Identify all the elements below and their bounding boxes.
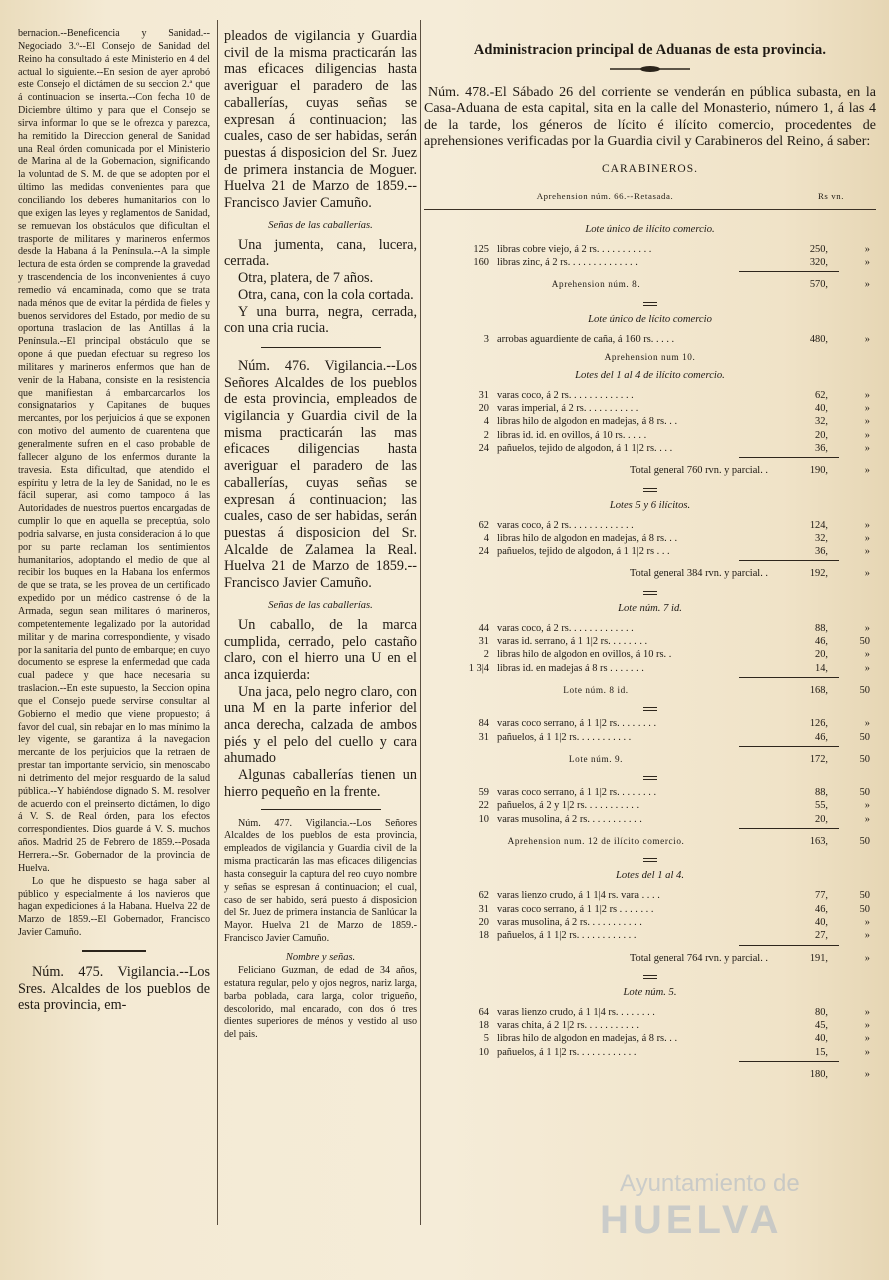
row-value: 124, bbox=[809, 519, 828, 531]
subtotal-value: 180, bbox=[809, 1069, 828, 1081]
row-quantity: 2 bbox=[483, 649, 489, 661]
row-cents: 50 bbox=[859, 731, 870, 743]
row-quantity: 62 bbox=[478, 519, 489, 531]
table-row bbox=[424, 622, 876, 635]
subtotal-row bbox=[424, 1068, 876, 1081]
row-description: varas coco serrano, á 1 1|2 rs. . . . . . . . bbox=[497, 718, 657, 730]
subtotal-rule bbox=[739, 828, 839, 829]
row-cents: » bbox=[864, 1033, 870, 1045]
nombre-senas-heading: Nombre y señas. bbox=[285, 951, 356, 963]
row-description: libras hilo de algodon en madejas, á 8 rs. . . bbox=[497, 416, 678, 428]
row-quantity: 4 bbox=[483, 416, 489, 428]
double-rule bbox=[643, 302, 657, 306]
row-cents: » bbox=[864, 930, 870, 942]
senas-item: Un caballo, de la marca cumplida, cerrado, pelo castaño claro, con el hierro una U en el anca izquierda: bbox=[224, 616, 417, 683]
subtotal-value: 191, bbox=[809, 952, 828, 964]
row-value: 62, bbox=[815, 389, 828, 401]
row-quantity: 64 bbox=[478, 1006, 489, 1018]
row-cents: » bbox=[864, 718, 870, 730]
row-value: 46, bbox=[815, 903, 828, 915]
column-middle bbox=[224, 28, 417, 1042]
row-description: varas coco, á 2 rs. . . . . . . . . . . . . bbox=[497, 519, 634, 531]
row-description: libras id. id. en ovillos, á 10 rs. . . . . bbox=[497, 429, 647, 441]
subtotal-value: 192, bbox=[809, 568, 828, 580]
table-row bbox=[424, 799, 876, 812]
row-description: pañuelos, tejido de algodon, á 1 1|2 rs. . . . bbox=[497, 443, 673, 454]
row-value: 45, bbox=[815, 1020, 828, 1032]
row-description: varas lienzo crudo, á 1 1|4 rs. vara . . . . bbox=[497, 890, 660, 902]
senas-item: Otra, platera, de 7 años. bbox=[238, 270, 374, 287]
row-cents: » bbox=[864, 916, 870, 928]
subtotal-value: 163, bbox=[809, 836, 828, 848]
row-description: varas musolina, á 2 rs. . . . . . . . . . . bbox=[497, 813, 642, 825]
row-value: 77, bbox=[815, 890, 828, 902]
subtotal-label: Aprehension num. 12 de ilícito comercio. bbox=[507, 836, 685, 847]
subtotal-row bbox=[424, 464, 876, 477]
subasta-notice-478: Núm. 478.-El Sábado 26 del corriente se venderán en pública subasta, en la Casa-Aduana de esta capital, sita en la calle del Monasterio, número 1, á las 4 de la tarde, los géneros de lícito é ilícito comercio, procedentes de aprehensiones verificadas por la Guardia civil y Carabineros del Reino, á saber: bbox=[424, 85, 876, 150]
row-quantity: 10 bbox=[478, 813, 489, 825]
senas-item: Una jaca, pelo negro claro, con una M en la parte inferior del anca derecha, calzada de ambos piés y el pelo del cuello y cara ahumado bbox=[224, 683, 417, 767]
senas-caballerias-heading: Señas de las caballerías. bbox=[268, 219, 373, 231]
row-cents: 50 bbox=[859, 636, 870, 648]
table-row bbox=[424, 1032, 876, 1045]
table-row bbox=[424, 333, 876, 346]
row-cents: » bbox=[864, 389, 870, 401]
table-row bbox=[424, 662, 876, 675]
subtotal-row bbox=[424, 835, 876, 848]
row-cents: » bbox=[864, 800, 870, 812]
row-quantity: 18 bbox=[478, 1020, 489, 1032]
subtotal-label: Lote núm. 8 id. bbox=[563, 684, 629, 695]
watermark-line1: Ayuntamiento de bbox=[620, 1170, 800, 1197]
row-value: 15, bbox=[815, 1046, 828, 1058]
lot-heading: Lotes 5 y 6 ilícitos. bbox=[609, 499, 691, 511]
subtotal-rule bbox=[739, 560, 839, 561]
notice-475-continuation: pleados de vigilancia y Guardia civil de la misma practicarán las mas eficaces diligencias hasta averiguar el paradero de las caballerías, cuyas señas se expresan á continuacion; las cuales, caso de ser habidas, serán puestas á disposicion del Sr. Juez de primera instancia de Moguer. Huelva 21 de Marzo de 1859.--Francisco Javier Camuño. bbox=[224, 28, 417, 212]
row-cents: » bbox=[864, 1046, 870, 1058]
subtotal-value: 168, bbox=[809, 684, 828, 696]
row-description: pañuelos, á 2 y 1|2 rs. . . . . . . . . . . bbox=[497, 800, 640, 812]
row-description: pañuelos, á 1 1|2 rs. . . . . . . . . . . . bbox=[497, 930, 637, 942]
aduanas-heading: Administracion principal de Aduanas de esta provincia. bbox=[473, 42, 827, 58]
subtotal-rule bbox=[739, 677, 839, 678]
table-row bbox=[424, 786, 876, 799]
senas-caballerias-heading-2: Señas de las caballerías. bbox=[268, 599, 373, 611]
double-rule bbox=[643, 591, 657, 595]
row-description: libras zinc, á 2 rs. . . . . . . . . . . . . . bbox=[497, 256, 638, 268]
row-cents: » bbox=[864, 1020, 870, 1032]
subtotal-rule bbox=[739, 271, 839, 272]
sales-table bbox=[424, 224, 876, 1082]
subtotal-rule bbox=[739, 746, 839, 747]
double-rule bbox=[643, 707, 657, 711]
table-row bbox=[424, 545, 876, 558]
row-value: 88, bbox=[815, 622, 828, 634]
row-quantity: 31 bbox=[478, 636, 489, 648]
row-quantity: 4 bbox=[483, 532, 489, 544]
subtotal-value: 172, bbox=[809, 753, 828, 765]
row-description: pañuelos, á 1 1|2 rs. . . . . . . . . . . . bbox=[497, 1046, 637, 1058]
row-cents: » bbox=[864, 243, 870, 255]
notice-475-start: Núm. 475. Vigilancia.--Los Sres. Alcaldes de los pueblos de esta provincia, em- bbox=[18, 963, 210, 1014]
row-value: 46, bbox=[815, 731, 828, 743]
row-quantity: 62 bbox=[478, 890, 489, 902]
table-row bbox=[424, 813, 876, 826]
header-reales-vellon: Rs vn. bbox=[817, 190, 845, 201]
row-cents: » bbox=[864, 532, 870, 544]
nombre-senas-text: Feliciano Guzman, de edad de 34 años, estatura regular, pelo y ojos negros, nariz larga, barba poblada, cara larga, color trigueño, descolorido, mal encarado, con dos ó tres dientes superiores de ménos y vestido al uso del pais. bbox=[224, 964, 417, 1041]
separator-rule bbox=[261, 809, 381, 810]
row-value: 20, bbox=[815, 429, 828, 441]
row-value: 32, bbox=[815, 532, 828, 544]
row-value: 36, bbox=[815, 443, 828, 454]
row-value: 55, bbox=[815, 800, 828, 812]
ornament-rule-icon bbox=[610, 65, 690, 73]
row-description: varas chita, á 2 1|2 rs. . . . . . . . . . . bbox=[497, 1020, 640, 1032]
row-quantity: 24 bbox=[478, 443, 489, 454]
table-row bbox=[424, 442, 876, 455]
subtotal-value: 190, bbox=[809, 465, 828, 477]
row-quantity: 125 bbox=[473, 243, 489, 255]
table-row bbox=[424, 402, 876, 415]
row-description: varas coco, á 2 rs. . . . . . . . . . . . . bbox=[497, 622, 634, 634]
table-row bbox=[424, 731, 876, 744]
table-row bbox=[424, 889, 876, 902]
row-cents: » bbox=[864, 429, 870, 441]
row-cents: » bbox=[864, 333, 870, 345]
row-quantity: 18 bbox=[478, 930, 489, 942]
subtotal-cents: » bbox=[864, 568, 870, 580]
table-row bbox=[424, 532, 876, 545]
table-row bbox=[424, 1019, 876, 1032]
row-description: varas imperial, á 2 rs. . . . . . . . . . . bbox=[497, 403, 639, 415]
senas-item: Otra, cana, con la cola cortada. bbox=[238, 286, 414, 303]
row-value: 126, bbox=[809, 718, 828, 730]
row-quantity: 1 3|4 bbox=[468, 662, 489, 674]
row-description: libras hilo de algodon en madejas, á 8 rs. . . bbox=[497, 532, 678, 544]
table-row bbox=[424, 256, 876, 269]
governor-notice-text: Lo que he dispuesto se haga saber al público y especialmente á los navieros que hagan expediciones á la Habana. Huelva 22 de Marzo de 1859.--El Gobernador, Francisco Javier Camuño. bbox=[18, 875, 210, 939]
row-quantity: 160 bbox=[473, 256, 489, 268]
table-row bbox=[424, 903, 876, 916]
table-row bbox=[424, 243, 876, 256]
row-value: 480, bbox=[809, 333, 828, 345]
column-left bbox=[18, 28, 210, 1014]
table-row bbox=[424, 519, 876, 532]
subtotal-label: Total general 760 rvn. y parcial. . bbox=[629, 465, 768, 477]
senas-475-list bbox=[224, 237, 417, 337]
row-value: 40, bbox=[815, 403, 828, 415]
row-description: varas musolina, á 2 rs. . . . . . . . . . . bbox=[497, 916, 642, 928]
table-row bbox=[424, 648, 876, 661]
subtotal-row bbox=[424, 952, 876, 965]
row-description: arrobas aguardiente de caña, á 160 rs. . . . . bbox=[497, 333, 675, 345]
row-cents: » bbox=[864, 256, 870, 268]
row-value: 40, bbox=[815, 1033, 828, 1045]
watermark-line2: HUELVA bbox=[600, 1198, 783, 1242]
subtotal-row bbox=[424, 753, 876, 766]
row-value: 14, bbox=[815, 662, 828, 674]
table-row bbox=[424, 1006, 876, 1019]
subtotal-rule bbox=[739, 945, 839, 946]
row-description: varas coco, á 2 rs. . . . . . . . . . . . . bbox=[497, 389, 634, 401]
row-quantity: 44 bbox=[478, 622, 489, 634]
notice-476-text: Núm. 476. Vigilancia.--Los Señores Alcaldes de los pueblos de esta provincia, empleados de vigilancia y Guardia civil de la misma practicarán las mas eficaces diligencias hasta averiguar el paradero de las caballerías, cuyas señas se expresan á continuacion; las cuales, caso de ser habidas, serán puestas á disposicion del Sr. Alcalde de Zalamea la Real. Huelva 21 de Marzo de 1859.--Francisco Javier Camuño. bbox=[224, 357, 417, 592]
row-value: 27, bbox=[815, 930, 828, 942]
row-quantity: 2 bbox=[483, 429, 489, 441]
row-quantity: 5 bbox=[483, 1033, 489, 1045]
notice-477-text: Núm. 477. Vigilancia.--Los Señores Alcaldes de los pueblos de esta provincia, empleados de vigilancia y Guardia civil de la misma practicarán las mas eficaces diligencias hasta conseguir la captura del reo cuyo nombre y señas se espresan á continuacion; el cual, caso de ser habido, será puesto á disposicion del Sr. Juez de primera instancia de Sanlúcar la Mayor. Huelva 21 de Marzo de 1859.-Francisco Javier Camuño. bbox=[224, 817, 417, 945]
subtotal-label bbox=[424, 1068, 780, 1081]
row-quantity: 84 bbox=[478, 718, 489, 730]
row-cents: 50 bbox=[859, 890, 870, 902]
subtotal-cents: » bbox=[864, 279, 870, 291]
row-value: 36, bbox=[815, 546, 828, 558]
lot-heading: Lotes del 1 al 4 de ilícito comercio. bbox=[575, 369, 725, 381]
row-description: libras id. en madejas á 8 rs . . . . . . . bbox=[497, 662, 644, 674]
row-description: varas id. serrano, á 1 1|2 rs. . . . . . . . bbox=[497, 636, 648, 648]
row-cents: » bbox=[864, 662, 870, 674]
column-right bbox=[424, 28, 876, 1091]
subtotal-rule bbox=[739, 457, 839, 458]
row-value: 250, bbox=[809, 243, 828, 255]
double-rule bbox=[643, 975, 657, 979]
subtotal-cents: » bbox=[864, 952, 870, 964]
row-description: libras cobre viejo, á 2 rs. . . . . . . . . . . bbox=[497, 243, 652, 255]
table-row bbox=[424, 389, 876, 402]
lot-heading: Lote único de lícito comercio bbox=[588, 313, 712, 325]
row-quantity: 24 bbox=[478, 546, 489, 558]
row-quantity: 3 bbox=[483, 333, 489, 345]
column-divider-right bbox=[420, 20, 421, 1225]
subtotal-label: Total general 764 rvn. y parcial. . bbox=[629, 952, 768, 964]
double-rule bbox=[643, 776, 657, 780]
double-rule bbox=[643, 858, 657, 862]
row-quantity: 59 bbox=[478, 787, 489, 799]
row-cents: » bbox=[864, 622, 870, 634]
row-cents: 50 bbox=[859, 787, 870, 799]
row-cents: » bbox=[864, 443, 870, 454]
row-cents: » bbox=[864, 813, 870, 825]
row-cents: » bbox=[864, 1006, 870, 1018]
row-quantity: 22 bbox=[478, 800, 489, 812]
row-quantity: 20 bbox=[478, 916, 489, 928]
row-description: pañuelos, tejido de algodon, á 1 1|2 rs . . . bbox=[497, 546, 670, 558]
row-value: 20, bbox=[815, 649, 828, 661]
row-value: 40, bbox=[815, 916, 828, 928]
table-row bbox=[424, 929, 876, 942]
senas-item: Y una burra, negra, cerrada, con una cria rucia. bbox=[224, 303, 417, 337]
aprehension-heading: Aprehension num 10. bbox=[604, 351, 696, 362]
table-row bbox=[424, 415, 876, 428]
row-cents: » bbox=[864, 519, 870, 531]
row-value: 88, bbox=[815, 787, 828, 799]
row-cents: » bbox=[864, 403, 870, 415]
table-header bbox=[424, 191, 876, 201]
row-cents: » bbox=[864, 416, 870, 428]
table-row bbox=[424, 916, 876, 929]
watermark-ayuntamiento-huelva bbox=[520, 1170, 800, 1243]
row-value: 46, bbox=[815, 636, 828, 648]
subtotal-label: Lote núm. 9. bbox=[568, 753, 624, 764]
row-description: varas coco serrano, á 1 1|2 rs. . . . . . . . bbox=[497, 787, 657, 799]
subtotal-value: 570, bbox=[809, 279, 828, 291]
row-description: libras hilo de algodon en madejas, á 8 rs. . . bbox=[497, 1033, 678, 1045]
row-quantity: 31 bbox=[478, 731, 489, 743]
separator-rule bbox=[82, 950, 146, 952]
subtotal-cents: » bbox=[864, 1069, 870, 1081]
subtotal-row bbox=[424, 278, 876, 291]
row-value: 20, bbox=[815, 813, 828, 825]
lot-heading: Lote núm. 5. bbox=[623, 986, 677, 998]
row-description: varas lienzo crudo, á 1 1|4 rs. . . . . . . . bbox=[497, 1006, 655, 1018]
row-description: pañuelos, á 1 1|2 rs. . . . . . . . . . . bbox=[497, 731, 632, 743]
separator-rule bbox=[261, 347, 381, 348]
subtotal-cents: 50 bbox=[859, 684, 870, 696]
sanidad-order-text: bernacion.--Beneficencia y Sanidad.--Negociado 3.º--El Consejo de Sanidad del Reino ha consultado á este Ministerio en 4 del actual lo siguiente.--En sesion de ayer aprobó este Consejo el dictámen de su seccion 2.ª que á continuacion se inserta.--Con fecha 10 de Diciembre último y para que el Consejo se sirva informar lo que se le ofrezca y parezca, ha remitido la Direccion general de Sanidad una Real órden comunicada por el Ministerio de Marina al de la Gobernacion, significando la voluntad de S. M. de que se adopten por el último las medidas convenientes para que conciliando los deberes humanitarios con lo que exigen las leyes y reglamentos de Sanidad, se remuevan los obstáculos que dificultan el trasporte de militares y marineros enfermos desde la Habana á la Península.--A la simple lectura de esta órden se comprende la gravedad y trascendencia de los inconvenientes á cuyo remedio vá encaminada, como que se trata nada ménos que de evitar la pérdida de fieles y buenos servidores del Estado, por medio de su oportuna traslacion de las Antillas á la Península.--El principal obstáculo que se opone á que puedan efectuar su regreso los militares y marineros enfermos que han de venir de la Habana, consiste en la resistencia que manifiestan á embarcarcarlos los consignatarios y Capitanes de buques mercantes, por los perjuicios á que se exponen con motivo del aumento de cuarentena que generalmente sufren en el caso probable de fallecer alguno de los enfermos durante la travesia. Esta dificultad, que atendido el espíritu y letra de la ley de Sanidad, no le es fácil superar, asi como tampoco á las Autoridades de nuestros puertos encargadas de cumplir lo que en aquella se preceptúa, solo podria salvarse, en justa consideracion á lo que por su parte reclaman los sentimientos humanitarios, adoptando el medio de que al recibir los buques en la Habana los enfermos de que se trata, se les provea de un certificado expedido por un médico castrense ó de la Armada, segun sean militares ó marineros, competentemente legalizado por la autoridad militar y de marina correspondiente, y visado por la sanitaria del punto de embarque; en cuyo documento se esprese la enfermedad que cada cual padece y que hace necesaria su traslacion.--En este supuesto, la Seccion opina que el Consejo puede servirse consultar al Gobierno el medio que viene propuesto; á favor del cual, sin rebajar en lo mas mínimo la ley vigente, se garantiza á la navegacion mercante de los perjuicios que la retraen de prestar tan importante servicio, sin menoscabo ni detrimento del mejor resguardo de la salud pública.--Y habiéndose dignado S. M. resolver de acuerdo con el preinserto dictámen, lo digo á V. S. de Real órden, para los efectos correspondientes. Dios guarde á V. S. muchos años. Madrid 25 de Febrero de 1859.--Posada Herrera.--Sr. Gobernador de la provincia de Huelva. bbox=[18, 28, 210, 874]
row-value: 32, bbox=[815, 416, 828, 428]
subtotal-label: Total general 384 rvn. y parcial. . bbox=[629, 568, 768, 580]
senas-item: Algunas caballerías tienen un hierro pequeño en la frente. bbox=[224, 767, 417, 800]
row-quantity: 31 bbox=[478, 389, 489, 401]
subtotal-rule bbox=[739, 1061, 839, 1062]
row-quantity: 10 bbox=[478, 1046, 489, 1058]
subtotal-cents: 50 bbox=[859, 836, 870, 848]
subtotal-row bbox=[424, 567, 876, 580]
subtotal-row bbox=[424, 684, 876, 697]
row-description: libras hilo de algodon en ovillos, á 10 rs. . bbox=[497, 649, 672, 661]
row-value: 320, bbox=[809, 256, 828, 268]
row-description: varas coco serrano, á 1 1|2 rs . . . . . . . bbox=[497, 903, 654, 915]
lot-heading: Lote núm. 7 id. bbox=[618, 602, 682, 614]
row-cents: » bbox=[864, 649, 870, 661]
table-row bbox=[424, 635, 876, 648]
row-value: 80, bbox=[815, 1006, 828, 1018]
table-row bbox=[424, 429, 876, 442]
table-row bbox=[424, 717, 876, 730]
table-row bbox=[424, 1046, 876, 1059]
lot-heading: Lote único de ilícito comercio. bbox=[585, 223, 715, 235]
row-cents: 50 bbox=[859, 903, 870, 915]
subtotal-cents: 50 bbox=[859, 753, 870, 765]
column-divider-left bbox=[217, 20, 218, 1225]
subtotal-label: Aprehension núm. 8. bbox=[551, 279, 641, 290]
double-rule bbox=[643, 488, 657, 492]
row-quantity: 20 bbox=[478, 403, 489, 415]
senas-item: Una jumenta, cana, lucera, cerrada. bbox=[224, 236, 417, 270]
row-cents: » bbox=[864, 546, 870, 558]
subtotal-cents: » bbox=[864, 465, 870, 477]
header-aprehension: Aprehension núm. 66.--Retasada. bbox=[536, 190, 674, 201]
carabineros-heading: CARABINEROS. bbox=[601, 162, 699, 175]
lot-heading: Lotes del 1 al 4. bbox=[616, 870, 684, 882]
row-quantity: 31 bbox=[478, 903, 489, 915]
header-rule bbox=[424, 209, 876, 210]
senas-476-list bbox=[224, 617, 417, 801]
